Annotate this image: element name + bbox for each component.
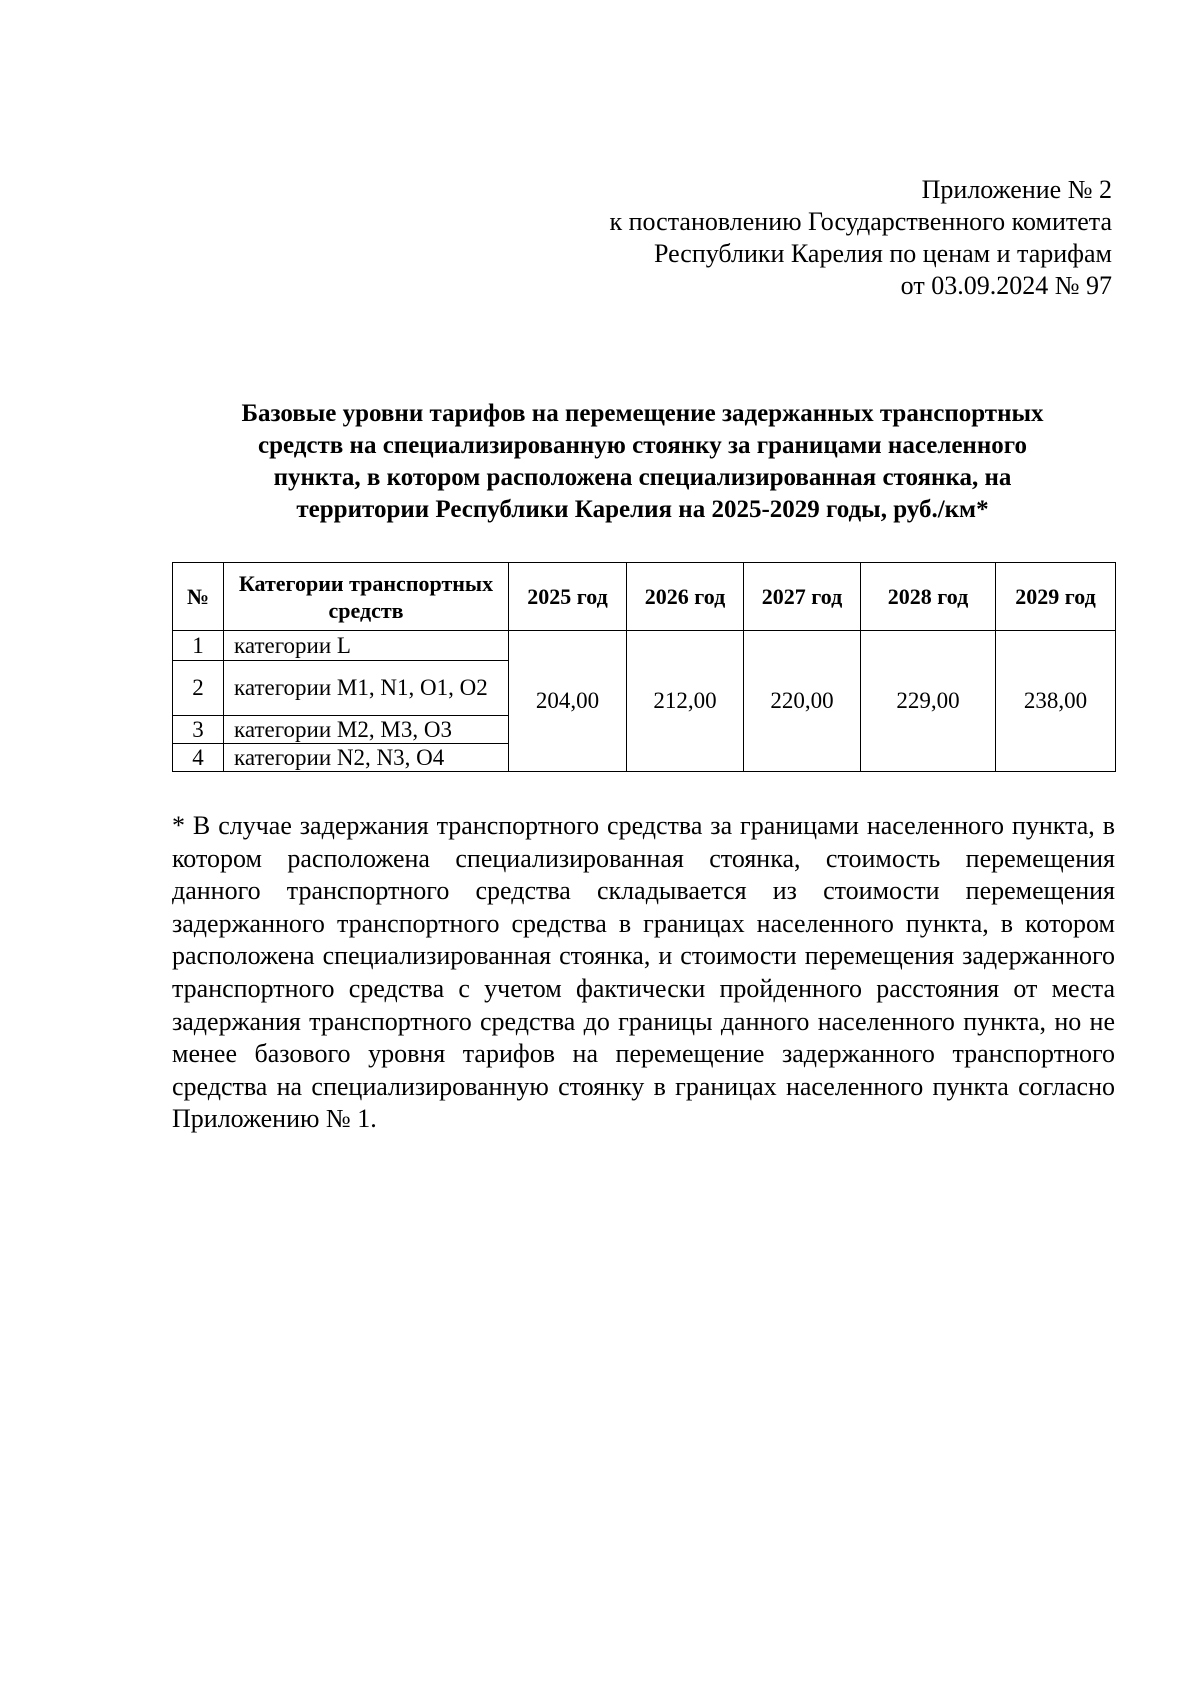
value-2025: 204,00 [509, 631, 627, 772]
row-category: категории M2, M3, O3 [224, 716, 509, 744]
header-2026: 2026 год [627, 563, 744, 631]
title-line: пункта, в котором расположена специализированная стоянка, на [273, 464, 1012, 491]
value-2027: 220,00 [744, 631, 861, 772]
table-header-row [173, 563, 1116, 631]
header-2027: 2027 год [744, 563, 861, 631]
header-2028: 2028 год [861, 563, 996, 631]
value-2028: 229,00 [861, 631, 996, 772]
title-line: территории Республики Карелия на 2025-2029 годы, руб./км* [296, 496, 989, 523]
footnote: * В случае задержания транспортного средства за границами населенного пункта, в котором расположена специализированная стоянка, стоимость перемещения данного транспортного средства складывается из стоимости перемещения задержанного транспортного средства в границах населенного пункта, в котором расположена специализированная стоянка, и стоимости перемещения задержанного транспортного средства с учетом фактически пройденного расстояния от места задержания транспортного средства до границы данного населенного пункта, но не менее базового уровня тарифов на перемещение задержанного транспортного средства на специализированную стоянку в границах населенного пункта согласно Приложению № 1. [172, 811, 1115, 1134]
attachment-number: Приложение № 2 [921, 175, 1112, 204]
row-category: категории N2, N3, O4 [224, 744, 509, 772]
title-line: Базовые уровни тарифов на перемещение задержанных транспортных [241, 400, 1044, 427]
header-number: № [173, 563, 224, 631]
row-number: 4 [173, 744, 224, 772]
title-line: средств на специализированную стоянку за границами населенного [258, 432, 1027, 459]
value-2026: 212,00 [627, 631, 744, 772]
attachment-reference: к постановлению Государственного комитета [609, 207, 1112, 236]
header-category: Категории транспортных средств [224, 563, 509, 631]
attachment-date: от 03.09.2024 № 97 [900, 271, 1112, 300]
value-2029: 238,00 [996, 631, 1116, 772]
document-title [170, 398, 1115, 526]
attachment-authority: Республики Карелия по ценам и тарифам [653, 239, 1112, 268]
table-row [173, 631, 1116, 661]
row-number: 1 [173, 631, 224, 661]
row-number: 2 [173, 661, 224, 716]
header-2025: 2025 год [509, 563, 627, 631]
row-category: категории L [224, 631, 509, 661]
header-2029: 2029 год [996, 563, 1116, 631]
attachment-header [472, 174, 1112, 302]
tariff-table [172, 562, 1116, 772]
row-category: категории M1, N1, O1, O2 [224, 661, 509, 716]
row-number: 3 [173, 716, 224, 744]
